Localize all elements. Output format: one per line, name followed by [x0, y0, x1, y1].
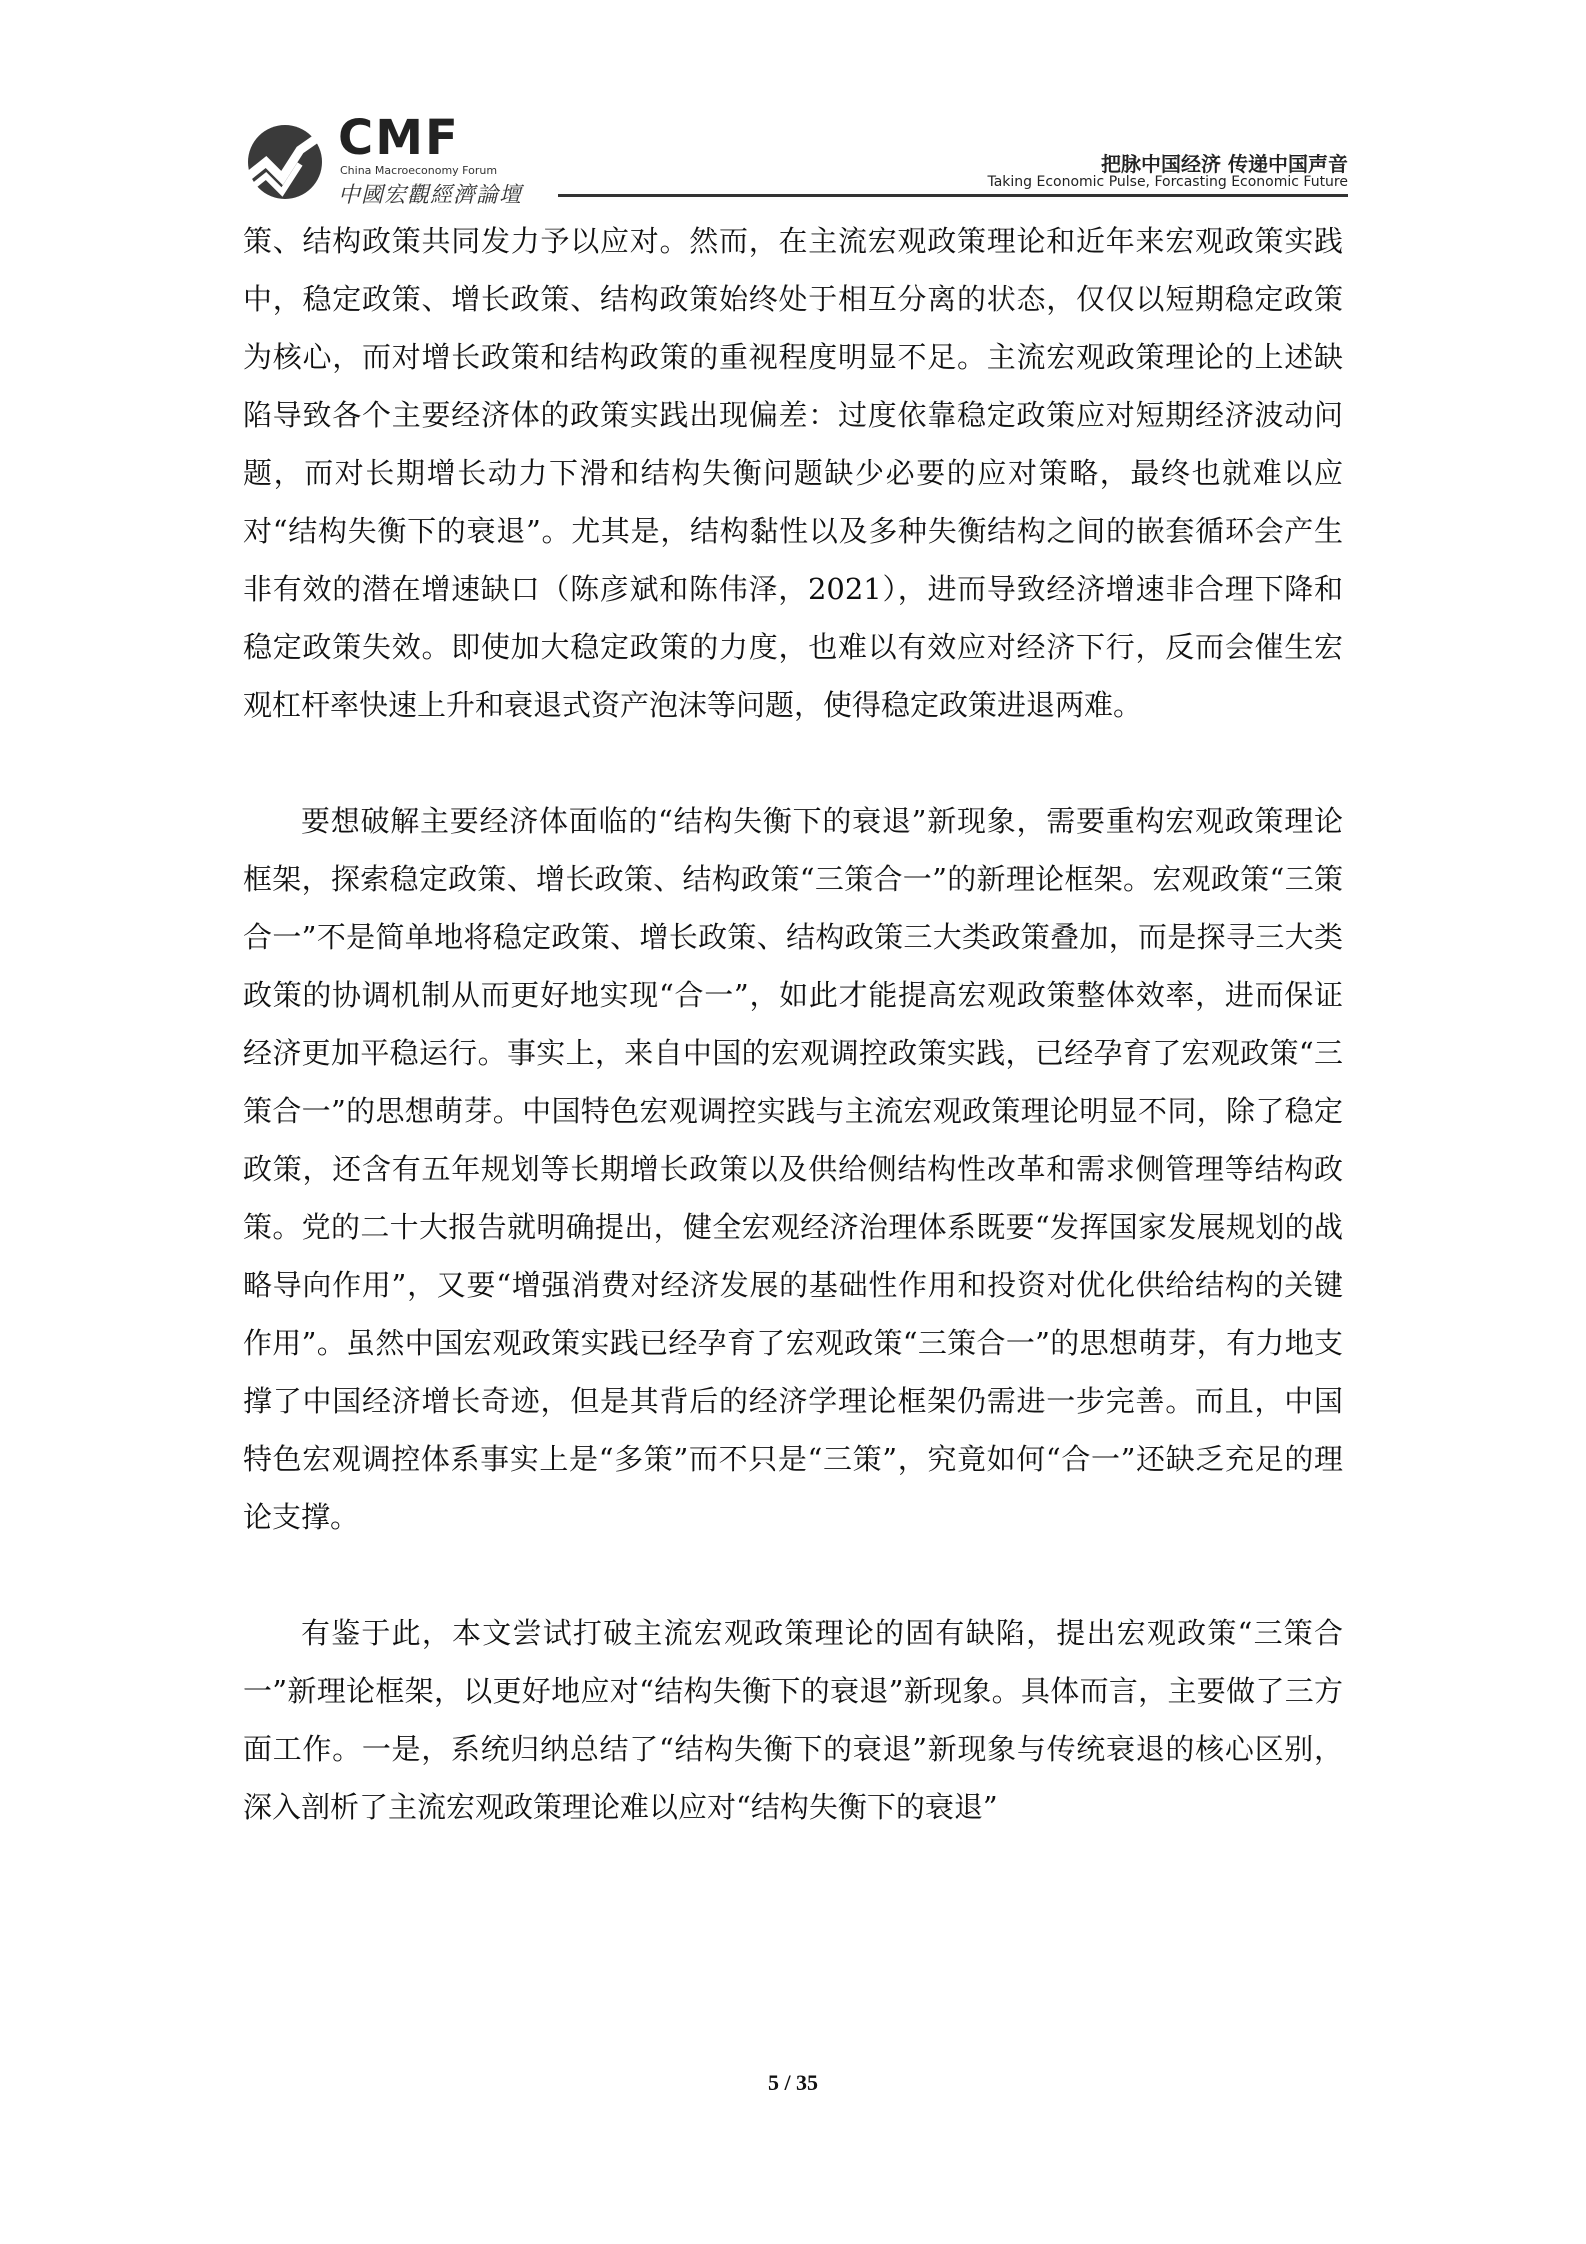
slogan-chinese: 把脉中国经济 传递中国声音 [1101, 152, 1348, 176]
header-divider [558, 194, 1348, 197]
paragraph-continued: 策、结构政策共同发力予以应对。然而，在主流宏观政策理论和近年来宏观政策实践中，稳定政策、增长政策、结构政策始终处于相互分离的状态，仅仅以短期稳定政策为核心，而对增长政策和结构政策的重视程度明显不足。主流宏观政策理论的上述缺陷导致各个主要经济体的政策实践出现偏差：过度依靠稳定政策应对短期经济波动问题，而对长期增长动力下滑和结构失衡问题缺少必要的应对策略，最终也就难以应对“结构失衡下的衰退”。尤其是，结构黏性以及多种失衡结构之间的嵌套循环会产生非有效的潜在增速缺口（陈彦斌和陈伟泽，2021），进而导致经济增速非合理下降和稳定政策失效。即使加大稳定政策的力度，也难以有效应对经济下行，反而会催生宏观杠杆率快速上升和衰退式资产泡沫等问题，使得稳定政策进退两难。 [243, 224, 1343, 722]
logo-english-name: China Macroeconomy Forum [340, 164, 498, 177]
cmf-logo-icon [238, 122, 333, 202]
paragraph: 有鉴于此，本文尝试打破主流宏观政策理论的固有缺陷，提出宏观政策“三策合一”新理论框架，以更好地应对“结构失衡下的衰退”新现象。具体而言，主要做了三方面工作。一是，系统归纳总结了“结构失衡下的衰退”新现象与传统衰退的核心区别，深入剖析了主流宏观政策理论难以应对“结构失衡下的衰退” [243, 1616, 1343, 1824]
page-header [238, 110, 1348, 208]
page-number: 5 / 35 [767, 2070, 819, 2095]
logo-chinese-name: 中國宏觀經濟論壇 [338, 183, 523, 208]
slogan-english: Taking Economic Pulse, Forcasting Economic Future [987, 174, 1348, 190]
document-body [243, 212, 1343, 1836]
logo-acronym: CMF [338, 110, 460, 166]
logo-wordmark [338, 110, 598, 208]
paragraph: 要想破解主要经济体面临的“结构失衡下的衰退”新现象，需要重构宏观政策理论框架，探索稳定政策、增长政策、结构政策“三策合一”的新理论框架。宏观政策“三策合一”不是简单地将稳定政策、增长政策、结构政策三大类政策叠加，而是探寻三大类政策的协调机制从而更好地实现“合一”，如此才能提高宏观政策整体效率，进而保证经济更加平稳运行。事实上，来自中国的宏观调控政策实践，已经孕育了宏观政策“三策合一”的思想萌芽。中国特色宏观调控实践与主流宏观政策理论明显不同，除了稳定政策，还含有五年规划等长期增长政策以及供给侧结构性改革和需求侧管理等结构政策。党的二十大报告就明确提出，健全宏观经济治理体系既要“发挥国家发展规划的战略导向作用”，又要“增强消费对经济发展的基础性作用和投资对优化供给结构的关键作用”。虽然中国宏观政策实践已经孕育了宏观政策“三策合一”的思想萌芽，有力地支撑了中国经济增长奇迹，但是其背后的经济学理论框架仍需进一步完善。而且，中国特色宏观调控体系事实上是“多策”而不只是“三策”，究竟如何“合一”还缺乏充足的理论支撑。 [243, 804, 1343, 1534]
